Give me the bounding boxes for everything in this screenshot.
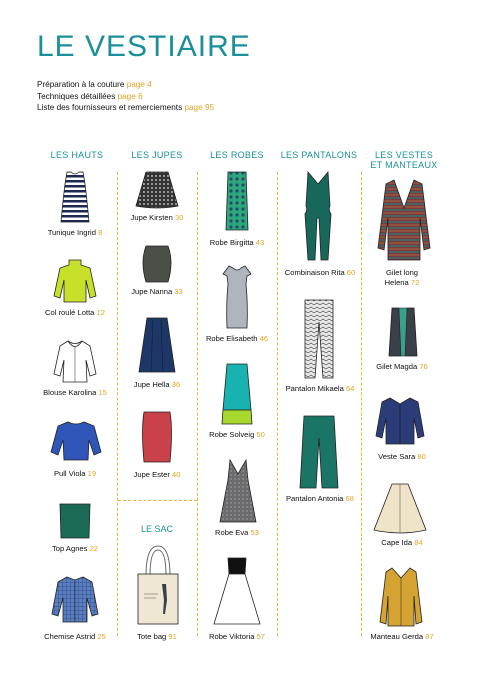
item-top-agnes[interactable]: [58, 502, 92, 545]
item-caption: Top Agnes 22: [51, 544, 99, 553]
item-caption: Combinaison Rita 60: [284, 268, 356, 277]
heading-pantalons: LES PANTALONS: [280, 150, 358, 160]
item-caption: Robe Birgitta 43: [209, 238, 265, 247]
item-caption: Pull Viola 19: [53, 469, 97, 478]
item-jupe-nanna[interactable]: [140, 244, 174, 289]
page-title: LE VESTIAIRE: [37, 30, 251, 63]
item-caption: Jupe Hella 36: [133, 380, 181, 389]
item-jupe-hella[interactable]: [137, 316, 177, 379]
item-caption: Col roulé Lotta 12: [45, 308, 105, 317]
item-caption: Gilet Magda 76: [376, 362, 428, 371]
item-caption: Robe Solveig 50: [209, 430, 265, 439]
item-pantalon-mikaela[interactable]: [302, 298, 336, 385]
sweater-icon: [50, 420, 102, 462]
item-robe-elisabeth[interactable]: [220, 264, 254, 335]
patterned-trousers-icon: [302, 298, 336, 380]
pencil-skirt-icon: [140, 410, 174, 464]
tulip-skirt-icon: [140, 244, 174, 284]
column-divider: [117, 172, 118, 636]
item-caption: Pantalon Antonia 68: [285, 494, 354, 503]
item-tote-bag[interactable]: [136, 540, 180, 631]
item-col-roule-lotta[interactable]: [52, 258, 98, 309]
item-robe-solveig[interactable]: [219, 362, 255, 431]
item-blouse-karolina[interactable]: [52, 338, 98, 389]
cape-icon: [372, 482, 428, 536]
item-caption: Tote bag 91: [137, 632, 177, 641]
item-caption: Robe Elisabeth 46: [205, 334, 269, 343]
item-caption: Gilet long Helena 72: [384, 268, 420, 287]
item-gilet-long-helena[interactable]: [376, 178, 432, 267]
item-veste-sara[interactable]: [374, 396, 426, 451]
item-robe-viktoria[interactable]: [212, 556, 262, 631]
item-caption: Chemise Astrid 25: [44, 632, 106, 641]
wide-trousers-icon: [298, 414, 340, 490]
striped-tunic-icon: [55, 170, 95, 225]
jumpsuit-icon: [298, 170, 338, 262]
heading-sac: LE SAC: [140, 524, 173, 534]
item-jupe-kirsten[interactable]: [134, 170, 180, 215]
coat-icon: [378, 566, 424, 628]
shift-dress-icon: [222, 170, 252, 232]
item-caption: Jupe Ester 40: [133, 470, 181, 479]
toc-entry[interactable]: Préparation à la couture page 4: [37, 80, 152, 89]
item-robe-birgitta[interactable]: [222, 170, 252, 237]
full-skirt-icon: [134, 170, 180, 210]
item-gilet-magda[interactable]: [386, 306, 420, 363]
item-caption: Cape Ida 84: [381, 538, 423, 547]
item-caption: Robe Viktoria 57: [208, 632, 266, 641]
item-tunique-ingrid[interactable]: [55, 170, 95, 230]
item-jupe-ester[interactable]: [140, 410, 174, 469]
wrap-dress-icon: [218, 458, 258, 524]
heading-jupes: LES JUPES: [131, 150, 183, 160]
sheath-dress-icon: [220, 264, 254, 330]
colorblock-dress-icon: [219, 362, 255, 426]
item-caption: Veste Sara 80: [378, 452, 426, 461]
heading-vestes: LES VESTES ET MANTEAUX: [370, 150, 438, 170]
item-caption: Jupe Kirsten 30: [130, 213, 184, 222]
top-icon: [58, 502, 92, 540]
section-divider: [118, 500, 197, 501]
item-combinaison-rita[interactable]: [298, 170, 338, 267]
tote-bag-icon: [136, 540, 180, 626]
item-robe-eva[interactable]: [218, 458, 258, 529]
item-caption: Robe Eva 53: [215, 528, 259, 537]
table-of-contents: [37, 79, 214, 114]
item-pull-viola[interactable]: [50, 420, 102, 467]
long-cardigan-icon: [376, 178, 432, 262]
jacket-icon: [374, 396, 426, 446]
toc-entry[interactable]: Liste des fournisseurs et remerciements page 95: [37, 103, 215, 112]
item-caption: Blouse Karolina 15: [43, 388, 107, 397]
vest-icon: [386, 306, 420, 358]
blouse-icon: [52, 338, 98, 384]
a-line-dress-icon: [212, 556, 262, 626]
item-caption: Manteau Gerda 87: [370, 632, 434, 641]
heading-robes: LES ROBES: [210, 150, 264, 160]
turtleneck-icon: [52, 258, 98, 304]
heading-hauts: LES HAUTS: [50, 150, 104, 160]
shirt-icon: [50, 574, 100, 624]
toc-entry[interactable]: Techniques détaillées page 6: [37, 91, 143, 101]
item-caption: Jupe Nanna 33: [131, 287, 183, 296]
column-divider: [361, 172, 362, 636]
item-manteau-gerda[interactable]: [378, 566, 424, 633]
item-caption: Tunique Ingrid 8: [47, 228, 103, 237]
item-pantalon-antonia[interactable]: [298, 414, 340, 495]
item-caption: Pantalon Mikaela 64: [285, 384, 355, 393]
pleated-skirt-icon: [137, 316, 177, 374]
item-chemise-astrid[interactable]: [50, 574, 100, 629]
item-cape-ida[interactable]: [372, 482, 428, 541]
